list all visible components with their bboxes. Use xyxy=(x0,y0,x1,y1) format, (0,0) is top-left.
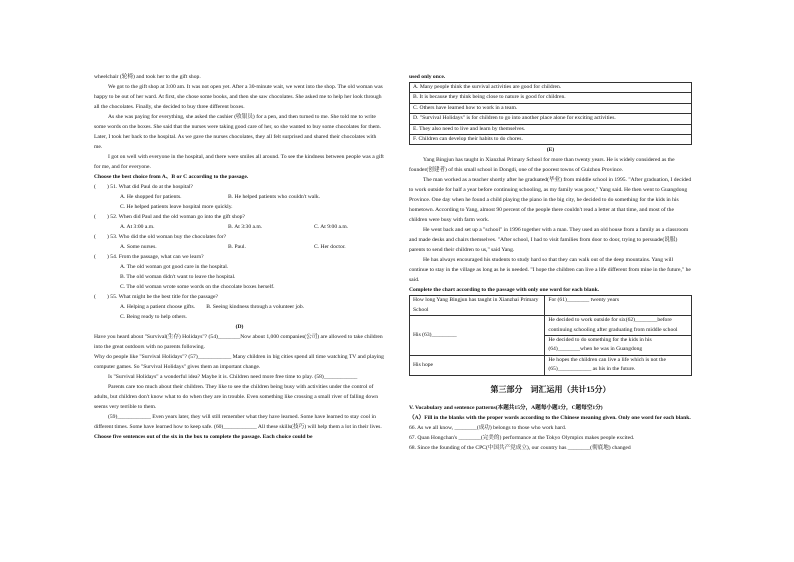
question-item xyxy=(94,252,385,292)
vocab-items xyxy=(409,423,692,453)
left-column xyxy=(94,72,385,442)
question-list xyxy=(94,182,385,322)
box-option: F. Children can develop their habits to do chores. xyxy=(410,135,692,145)
section-d-label: (D) xyxy=(235,324,244,330)
option-line: A. Helping a patient choose gifts. B. Seeing kindness through a volunteer job. xyxy=(120,304,305,310)
box-option: D. "Survival Holidays" is for children to go into another place alone for exciting activities. xyxy=(410,114,692,124)
question-stem: ( ) 51. What did Paul do at the hospital? xyxy=(94,184,193,190)
passage-paragraph: The man worked as a teacher shortly after he graduated(毕业) from middle school in 1995. "After graduation, I decided to work outside for half a year before continuing schooling, as my family was poor," Yang said. He then went to Guangdong Province. One day when he found a child playing the piano in the big city, he decided to do something for the kids in his hometown. According to Yang, almost 90 percent of the people there couldn't read a letter at that time, and most of the children were busy with farm work. xyxy=(409,177,692,224)
chart-cell: He hopes the children can live a life which is not the (65)____________ as his in the future. xyxy=(545,355,692,375)
passage-paragraph: Choose five sentences out of the six in the box to complete the passage. Each choice could be xyxy=(94,434,313,440)
info-chart xyxy=(409,295,692,375)
passage-paragraph: I got on well with everyone in the hospital, and there were smiles all around. To see the kindness between people was a gift for me, and for everyone. xyxy=(94,154,384,170)
option-line: A. The old woman got good care in the hospital. xyxy=(120,264,229,270)
part-v-heading: V. Vocabulary and sentence patterns(本题共15分，A题每小题1分，C题每空1分) xyxy=(409,404,603,411)
chart-cell: His hope xyxy=(410,355,545,375)
used-once-note: used only once. xyxy=(409,74,446,80)
option-row xyxy=(94,192,385,202)
vocab-item: 68. Since the founding of the CPC(中国共产党成立), our country has ________(彻底地) changed xyxy=(409,444,631,451)
option-line: C. He helped patients leave hospital more quickly. xyxy=(120,204,233,210)
passage-paragraph: As she was paying for everything, she asked the cashier (收银员) for a pen, and then turned to me. She told me to write some words on the boxes. She said that the nurses were taking good care of her, so she wanted to buy some chocolates for them. Later, I took her back to the hospital. As we gave the nurses chocolates, they all felt surprised and shared their chocolates with me. xyxy=(94,114,382,150)
chart-cell: For (61)________ twenty years xyxy=(545,296,692,316)
part3-title: 第三部分 词汇运用（共计15分） xyxy=(490,384,611,394)
passage-paragraph: wheelchair (轮椅) and took her to the gift shop. xyxy=(94,74,201,80)
passage-paragraph: We got to the gift shop at 3:00 am. It was not open yet. After a 30-minute wait, we went into the shop. The old woman was happy to be out of her ward. At first, she chose some books, and then she saw chocolates. She asked me to help her look through all the chocolates. Finally, she decided to buy three different boxes. xyxy=(94,84,383,110)
option-line: C. The old woman wrote some words on the chocolate boxes herself. xyxy=(120,284,275,290)
question-item xyxy=(94,182,385,212)
question-stem: ( ) 55. What might be the best title for the passage? xyxy=(94,294,219,300)
passage-c-text xyxy=(94,72,385,182)
chart-cell: He decided to do something for the kids in his (64)________when he was in Guangdong xyxy=(545,336,692,356)
passage-paragraph: Is "Survival Holidays" a wonderful idea? Maybe it is. Children need more free time to play. (58)____________ xyxy=(108,374,358,380)
option-row xyxy=(94,222,385,232)
chart-instruction: Complete the chart according to the passage with only one word for each blank. xyxy=(409,287,600,294)
passage-paragraph: Choose the best choice from A、B or C according to the passage. xyxy=(94,174,249,180)
chart-cell: His (63)_________ xyxy=(410,316,545,356)
passage-paragraph: He has always encouraged his students to study hard so that they can walk out of the deep mountains. Yang will continue to stay in the village as long as he is needed. "I hope the children can live a life different from mine in the future," he said. xyxy=(409,257,691,284)
question-stem: ( ) 53. Who did the old woman buy the chocolates for? xyxy=(94,234,227,240)
option-c: C. At 9:00 a.m. xyxy=(314,224,349,230)
passage-paragraph: Why do people like "Survival Holidays"? (57)____________ Many children in big cities spend all time watching TV and playing computer games. So "Survival Holidays" gives them an important change. xyxy=(94,354,384,370)
box-option: E. They also need to live and learn by themselves. xyxy=(410,124,692,134)
passage-paragraph: Parents care too much about their children. They like to see the children being busy with activities under the control of adults, but children don't know what to do when they are in trouble. Even something like crossing a small river of falling down seems very terrible to them. xyxy=(94,384,379,410)
question-item xyxy=(94,232,385,252)
vocab-item: 66. As we all know, ________(成功) belongs to those who work hard. xyxy=(409,424,567,431)
passage-e-text xyxy=(409,155,692,285)
option-a: A. He shopped for patients. xyxy=(120,194,182,200)
box-option: A. Many people think the survival activities are good for children. xyxy=(410,83,692,93)
passage-paragraph: He went back and set up a "school" in 1996 together with a man. They used an old house from a family as a classroom and made desks and chairs themselves. "After school, I had to visit families from door to door, trying to persuade(说服) parents to send their children to us," said Yang. xyxy=(409,227,689,254)
vocab-item: 67. Quan Hongchan's ________(完美的) performance at the Tokyo Olympics makes people excited. xyxy=(409,434,635,441)
chart-cell: How long Yang Bingjun has taught in Xianzhai Primary School xyxy=(410,296,545,316)
option-a: A. Some nurses. xyxy=(120,244,157,250)
part-a-instruction: （A）Fill in the blanks with the proper words according to the Chinese meaning given. Only one word for each blank. xyxy=(409,414,691,421)
option-b: B. At 3:30 a.m. xyxy=(228,224,263,230)
option-line: B. The old woman didn't want to leave the hospital. xyxy=(120,274,236,280)
option-line: C. Being ready to help others. xyxy=(120,314,187,320)
passage-paragraph: Yang Bingjun has taught in Xianzhai Primary School for more than twenty years. He is widely considered as the founder(创建者) of this small school in Dongdi, one of the poorest towns of Guizhou Province. xyxy=(409,157,675,174)
option-b: B. Paul. xyxy=(228,244,246,250)
passage-paragraph: Have you heard about "Survival(生存) Holidays"? (54)________Now about 1,000 companies(公司) are allowed to take children into the great outdoors with no parents following. xyxy=(94,334,383,350)
box-option: C. Others have learned how to work in a team. xyxy=(410,103,692,113)
passage-paragraph: (59)____________ Even years later, they will still remember what they have learned. Some have learned to stay cool in different times. Some have learned how to keep safe. (60)____________ All these skills(技巧) will help them a lot in their lives. xyxy=(94,414,382,430)
question-item xyxy=(94,292,385,322)
passage-d-text xyxy=(94,332,385,442)
chart-cell: He decided to work outside for six(62)________before continuing schooling after graduating from middle school xyxy=(545,316,692,336)
option-b: B. He helped patients who couldn't walk. xyxy=(228,194,321,200)
question-item xyxy=(94,212,385,232)
question-stem: ( ) 52. When did Paul and the old woman go into the gift shop? xyxy=(94,214,245,220)
option-a: A. At 3:00 a.m. xyxy=(120,224,155,230)
right-column xyxy=(409,72,692,453)
section-e-label: (E) xyxy=(546,147,555,154)
options-box xyxy=(409,82,692,145)
option-row xyxy=(94,242,385,252)
box-option: B. It is because they think being close to nature is good for children. xyxy=(410,93,692,103)
option-c: C. Her doctor. xyxy=(314,244,346,250)
question-stem: ( ) 54. From the passage, what can we learn? xyxy=(94,254,204,260)
